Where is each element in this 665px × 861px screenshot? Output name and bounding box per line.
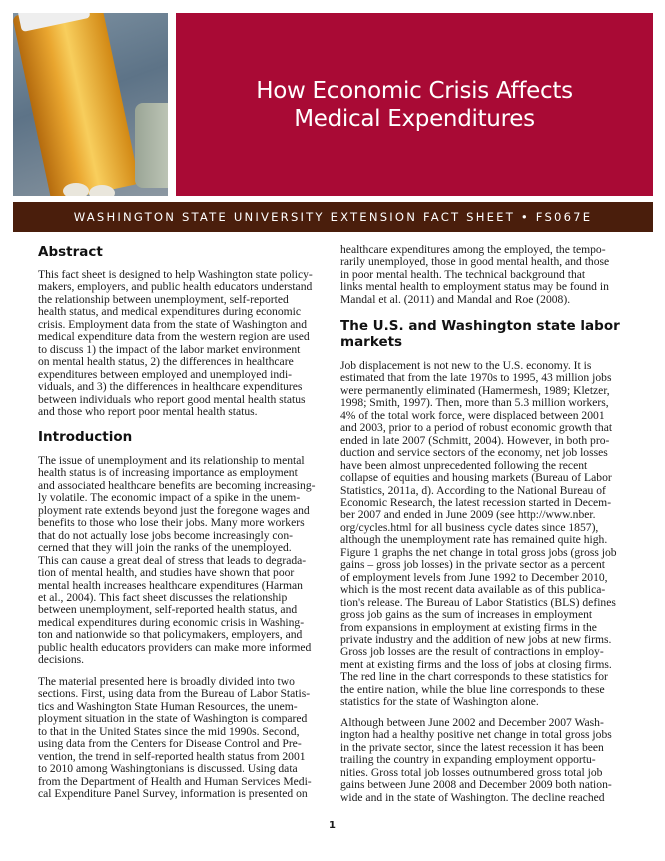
right-column-continuation (340, 244, 609, 306)
introduction-paragraph-1: The issue of unemployment and its relationship to mental health status is of increasing importance as employment and associated healthcare benefits are becoming increasing- ly volatile. The economic impact of a spike in the unem- ployment rate extends beyond just the foregone wages and benefits to those who lose their jobs. Many more workers that do not actually lose jobs become increasingly con- cerned that they will join the ranks of the unemployed. This can cause a great deal of stress that leads to degrada- tion of mental health, and studies have shown that poor mental health increases healthcare expenditures (Harman et al., 2004). This fact sheet discusses the relationship between unemployment, self-reported health status, and medical expenditures during economic crisis in Washing- ton and nationwide so that policymakers, employers, and public health educators providers can make more informed decisions. (38, 454, 316, 667)
abstract-section (38, 244, 103, 260)
labor-markets-heading: The U.S. and Washington state labor markets (340, 318, 620, 350)
pill-image (89, 185, 115, 196)
labor-markets-paragraph-1: Job displacement is not new to the U.S. economy. It is estimated that from the late 1970s to 1995, 43 million jobs were permanently eliminated (Hamermesh, 1989; Kletzer, 1998; Smith, 1997). Then, more than 5.3 million workers, 4% of the total work force, were displaced between 2001 and 2003, prior to a period of robust economic growth that ended in late 2007 (Schmitt, 2004). However, in both pro- duction and service sectors of the economy, net job losses have been almost unprecedented following the recent collapse of equities and housing markets (Bureau of Labor Statistics, 2011a, d). According to the National Bureau of Economic Research, the latest recession started in Decem- ber 2007 and ended in June 2009 (see http://www.nber. org/cycles.html for all business cycle dates since 1857), although the unemployment rate has remained quite high. Figure 1 graphs the net change in total gross jobs (gross job gains – gross job losses) in the private sector as a percent of employment levels from June 1992 to December 2010, which is the most recent data available as of this publica- tion's release. The Bureau of Labor Statistics (BLS) defines gross job gains as the sum of increases in employment from expansions in employment at existing firms in the private industry and the addition of new jobs at new firms. Gross job losses are the result of contractions in employ- ment at existing firms and the loss of jobs at closing firms. The red line in the chart corresponds to these statistics for the entire nation, while the blue line corresponds to these statistics for the state of Washington alone. (340, 359, 617, 709)
introduction-paragraph-2: The material presented here is broadly divided into two sections. First, using data from the Bureau of Labor Statis- tics and Washington State Human Resources, the unem- ployment situation in the state of Washington is compared to that in the United States since the mid 1990s. Second, using data from the Centers for Disease Control and Pre- vention, the trend in self-reported health status from 2001 to 2010 among Washingtonians is discussed. Using data from the Department of Health and Human Services Medi- cal Expenditure Panel Survey, information is presented on (38, 675, 312, 801)
document-title: How Economic Crisis Affects Medical Expenditures (256, 77, 573, 132)
labor-markets-body (340, 360, 617, 709)
labor-markets-section (340, 318, 620, 350)
introduction-section (38, 429, 132, 445)
pill-bottle-image (13, 13, 140, 196)
cover-photo-pill-bottle-money (13, 13, 168, 196)
continuation-paragraph: healthcare expenditures among the employed, the tempo- rarily unemployed, those in good mental health, and those in poor mental health. The technical background that links mental health to employment status may be found in Mandal et al. (2011) and Mandal and Roe (2008). (340, 243, 610, 306)
introduction-heading: Introduction (38, 429, 133, 445)
abstract-paragraph: This fact sheet is designed to help Washington state policy- makers, employers, and public health educators understand the relationship between unemployment, self-reported health status, and medical expenditures during economic crisis. Employment data from the state of Washington and medical expenditure data from the western region are used to discuss 1) the impact of the labor market environment on mental health status, 2) the differences in healthcare expenditures between employed and unemployed indi- viduals, and 3) the differences in healthcare expenditures between individuals who report good mental health status and those who report poor mental health status. (38, 268, 313, 418)
money-roll-image (135, 103, 168, 188)
introduction-body-2 (38, 676, 312, 801)
title-banner (176, 13, 653, 196)
labor-markets-body-2 (340, 717, 612, 804)
abstract-body (38, 269, 313, 418)
labor-markets-paragraph-2: Although between June 2002 and December 2007 Wash- ington had a healthy positive net change in total gross jobs in the private sector, since the latest recession it has been trailing the country in expanding employment opportu- nities. Gross total job losses outnumbered gross total job gains between June 2008 and December 2009 both nation- wide and in the state of Washington. The decline reached (340, 716, 612, 804)
pill-image (63, 183, 89, 196)
page-number: 1 (329, 820, 336, 831)
abstract-heading: Abstract (38, 244, 103, 260)
series-band: WASHINGTON STATE UNIVERSITY EXTENSION FACT SHEET • FS067E (13, 202, 653, 232)
introduction-body (38, 455, 315, 667)
